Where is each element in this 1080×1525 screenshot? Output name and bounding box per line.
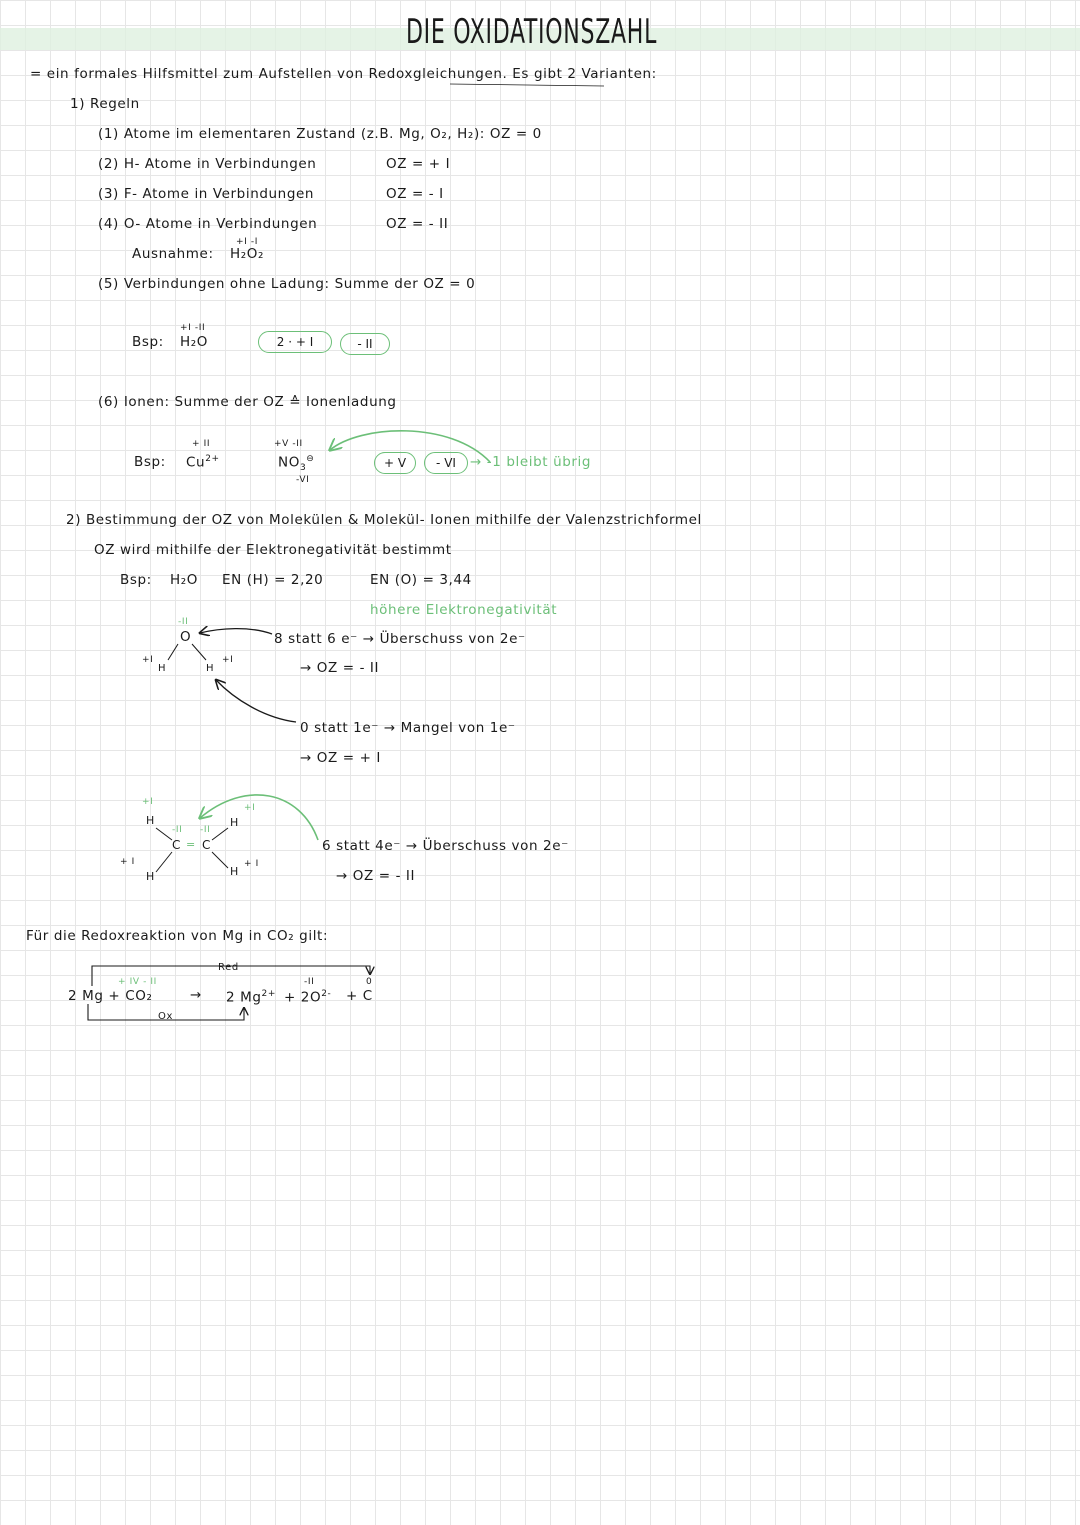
redox-lhs: 2 Mg + CO₂ xyxy=(68,988,153,1004)
rule-5: (5) Verbindungen ohne Ladung: Summe der OZ = 0 xyxy=(98,276,476,292)
redox-rhs-c-ox: 0 xyxy=(366,977,373,987)
rule-2: (2) H- Atome in Verbindungen xyxy=(98,156,317,172)
example6b-charge: ⊖ xyxy=(306,454,315,464)
page-title: DIE OXIDATIONSZAHL xyxy=(406,12,658,52)
section2-example-formula: H₂O xyxy=(170,572,198,588)
example6b-sub: 3 xyxy=(299,463,307,474)
ethene-h-tr: H xyxy=(230,816,239,829)
rule-4-value: OZ = - II xyxy=(386,216,449,232)
ethene-h-bl-ox: + I xyxy=(120,857,135,867)
redox-rhs-mg-text: 2 Mg xyxy=(226,989,262,1006)
redox-heading: Für die Redoxreaktion von Mg in CO₂ gilt: xyxy=(26,928,329,944)
exception-formula: H₂O₂ xyxy=(230,246,265,262)
note-hydrogen-result: → OZ = + I xyxy=(300,750,381,766)
higher-en-note: höhere Elektronegativität xyxy=(370,602,558,618)
redox-ox-label: Ox xyxy=(158,1011,173,1022)
ethene-h-bl: H xyxy=(146,870,155,883)
rule-3-value: OZ = - I xyxy=(386,186,444,202)
ethene-c1: C xyxy=(172,838,181,852)
water-bond-left xyxy=(168,644,178,660)
exception-ox: +I -I xyxy=(236,237,258,247)
water-bond-right xyxy=(192,644,206,660)
redox-rhs-c: + C xyxy=(346,988,373,1004)
example6-label: Bsp: xyxy=(134,454,166,470)
arrow-to-oxygen xyxy=(200,629,272,634)
redox-rhs-o-ox: -II xyxy=(304,977,315,987)
redox-rhs-o-text: + 2O xyxy=(284,989,322,1006)
example6-pill-oxygen: - VI xyxy=(424,452,468,474)
ethene-h-tr-ox: +I xyxy=(244,803,256,813)
redox-lhs-ox: + IV - II xyxy=(118,977,157,987)
example5-ox: +I -II xyxy=(180,323,206,333)
redox-rhs-o-charge: 2- xyxy=(321,989,332,999)
water-o-ox: -II xyxy=(178,617,189,627)
ethene-bond-tr xyxy=(212,828,228,840)
en-oxygen: EN (O) = 3,44 xyxy=(370,572,472,588)
example5-pill-oxygen: - II xyxy=(340,333,390,355)
example6-pill-nitrogen: + V xyxy=(374,452,416,474)
ethene-bond-br xyxy=(212,852,228,868)
example5-label: Bsp: xyxy=(132,334,164,350)
en-hydrogen: EN (H) = 2,20 xyxy=(222,572,324,588)
green-arc-carbon xyxy=(200,795,318,840)
example6a-ox: + II xyxy=(192,439,211,449)
ethene-c2-ox: -II xyxy=(200,825,211,835)
section2-heading: 2) Bestimmung der OZ von Molekülen & Molekül- Ionen mithilfe der Valenzstrichformel xyxy=(66,512,702,528)
underline-redoxgleichungen xyxy=(450,84,604,86)
water-h1-ox: +I xyxy=(142,655,154,665)
redox-ox-bracket xyxy=(88,1004,244,1020)
example6b-ox: +V -II xyxy=(274,439,303,449)
ethene-h-tl-ox: +I xyxy=(142,797,154,807)
arrow-to-hydrogen xyxy=(216,680,296,722)
note-oxygen: 8 statt 6 e⁻ → Überschuss von 2e⁻ xyxy=(274,631,526,647)
ethene-bond-tl xyxy=(156,828,172,840)
green-arc-nitrate xyxy=(330,431,490,462)
section2-line2: OZ wird mithilfe der Elektronegativität bestimmt xyxy=(94,542,452,558)
water-o: O xyxy=(180,629,192,645)
ethene-bond: = xyxy=(186,838,196,851)
example5-formula: H₂O xyxy=(180,334,208,350)
redox-rhs-mg-charge: 2+ xyxy=(261,989,276,999)
example6b-element: NO xyxy=(278,454,300,471)
redox-red-bracket xyxy=(92,966,373,987)
redox-red-label: Red xyxy=(218,962,239,973)
example6-note: → -1 bleibt übrig xyxy=(470,454,592,470)
water-h2-ox: +I xyxy=(222,655,234,665)
note-oxygen-result: → OZ = - II xyxy=(300,660,380,676)
intro-line: = ein formales Hilfsmittel zum Aufstellen von Redoxgleichungen. Es gibt 2 Varianten: xyxy=(30,66,657,82)
ethene-h-br: H xyxy=(230,865,239,878)
rule-1: (1) Atome im elementaren Zustand (z.B. Mg, O₂, H₂): OZ = 0 xyxy=(98,126,542,142)
example6a-charge: 2+ xyxy=(205,454,220,464)
ethene-bond-bl xyxy=(156,852,172,872)
example6a-element: Cu xyxy=(186,454,206,471)
note-carbon-result: → OZ = - II xyxy=(336,868,416,884)
example5-pill-hydrogen: 2 · + I xyxy=(258,331,332,353)
ethene-c2: C xyxy=(202,838,211,852)
note-hydrogen: 0 statt 1e⁻ → Mangel von 1e⁻ xyxy=(300,720,516,736)
water-h1: H xyxy=(158,663,167,674)
rule-4: (4) O- Atome in Verbindungen xyxy=(98,216,318,232)
rule-3: (3) F- Atome in Verbindungen xyxy=(98,186,315,202)
ethene-c1-ox: -II xyxy=(172,825,183,835)
rule-2-value: OZ = + I xyxy=(386,156,451,172)
redox-arrow: → xyxy=(190,987,202,1003)
rule-6: (6) Ionen: Summe der OZ ≙ Ionenladung xyxy=(98,394,397,410)
section2-example-label: Bsp: xyxy=(120,572,152,588)
ethene-h-br-ox: + I xyxy=(244,859,259,869)
ethene-h-tl: H xyxy=(146,814,155,827)
note-carbon: 6 statt 4e⁻ → Überschuss von 2e⁻ xyxy=(322,838,569,854)
example6b-ox-below: -VI xyxy=(296,475,310,485)
water-h2: H xyxy=(206,663,215,674)
section1-heading: 1) Regeln xyxy=(70,96,140,112)
exception-label: Ausnahme: xyxy=(132,246,214,262)
